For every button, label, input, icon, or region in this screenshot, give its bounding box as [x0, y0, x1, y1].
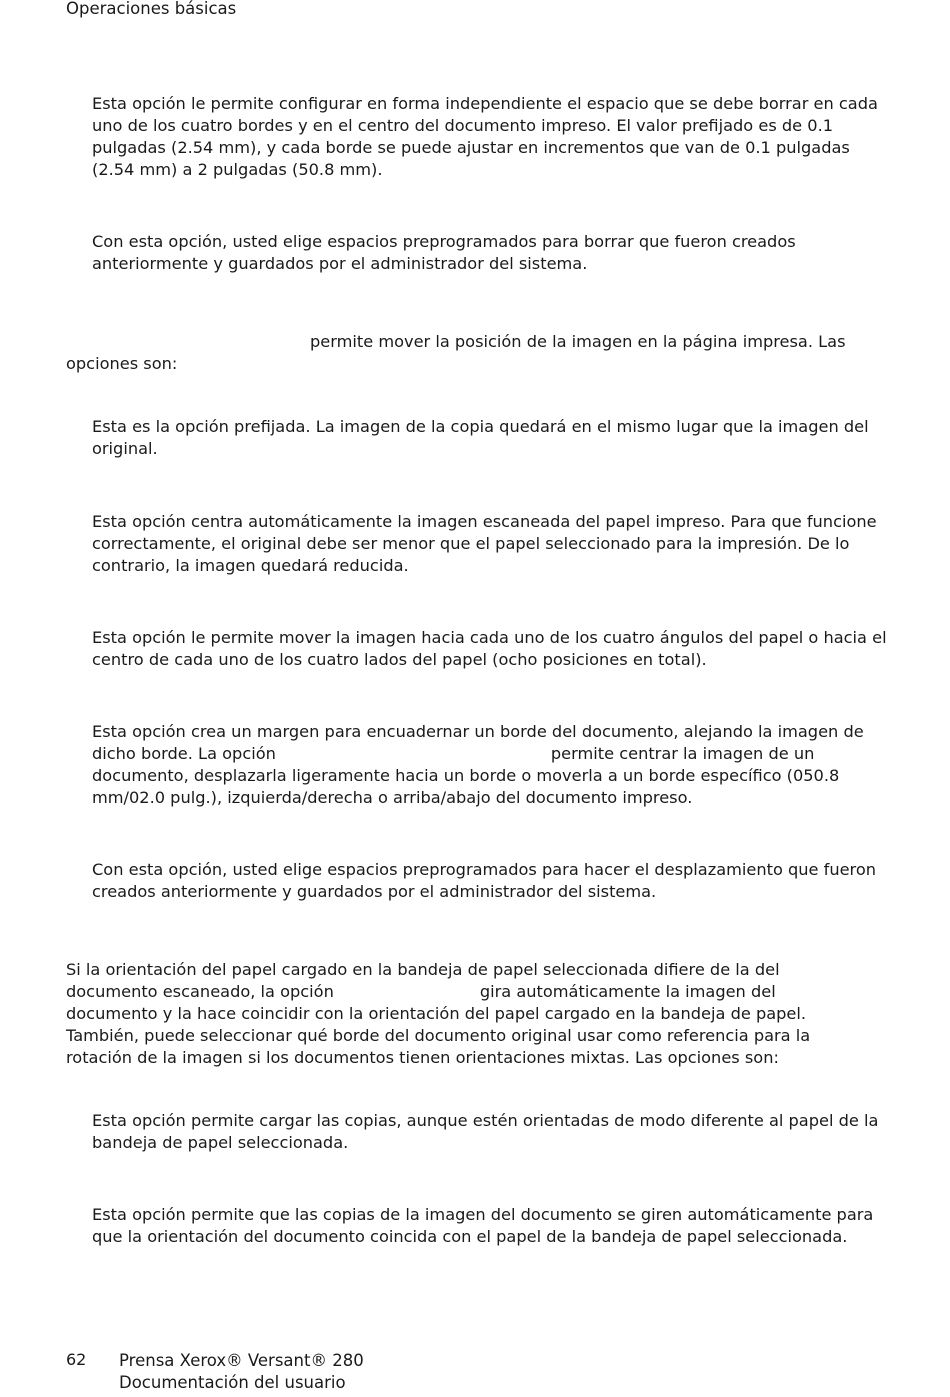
paragraph-no-shift: Esta es la opción prefijada. La imagen de la copia quedará en el mismo lugar que la imagen del original.: [92, 417, 869, 458]
image-rotation-text-b: gira automáticamente la imagen del documento y la hace coincidir con la orientación del papel cargado en la bandeja de papel. También, puede seleccionar qué borde del documento original usar como referencia para la rotación de la imagen si los documentos tienen orientaciones mixtas. Las opciones son:: [66, 982, 811, 1067]
paragraph-rotation-off: Esta opción permite cargar las copias, aunque estén orientadas de modo diferente al papel de la bandeja de papel seleccionada.: [92, 1111, 879, 1152]
margin-shift-text-b: permite centrar la imagen de un documento, desplazarla ligeramente hacia un borde o moverla a un borde específico (050.8 mm/02.0 pulg.), izquierda/derecha o arriba/abajo del documento impreso.: [92, 744, 840, 807]
paragraph-image-rotation-intro: [66, 959, 836, 1069]
image-rotation-text-a: Si la orientación del papel cargado en la bandeja de papel seleccionada difiere de la del documento escaneado, la opción: [66, 960, 780, 1001]
footer-doc-title: Documentación del usuario: [119, 1373, 346, 1392]
image-shift-intro-options: opciones son:: [66, 354, 178, 373]
footer-title: [119, 1350, 364, 1394]
paragraph-image-shift-intro: [66, 331, 896, 375]
margin-shift-text-a: Esta opción crea un margen para encuadernar un borde del documento, alejando la imagen de dicho borde. La opción: [92, 722, 864, 763]
image-shift-intro-text: permite mover la posición de la imagen en la página impresa. Las: [310, 332, 846, 351]
paragraph-rotation-auto: Esta opción permite que las copias de la imagen del documento se giren automáticamente para que la orientación del documento coincida con el papel de la bandeja de papel seleccionada.: [92, 1205, 874, 1246]
footer-product: Prensa Xerox® Versant® 280: [119, 1351, 364, 1370]
paragraph-margin-shift: [92, 721, 892, 809]
paragraph-erase-independent: Esta opción le permite configurar en forma independiente el espacio que se debe borrar en cada uno de los cuatro bordes y en el centro del documento impreso. El valor prefijado es de 0.1 pulgadas (2.54 mm), y cada borde se puede ajustar en incrementos que van de 0.1 pulgadas (2.54 mm) a 2 pulgadas (50.8 mm).: [92, 94, 878, 179]
paragraph-shift-presets: Con esta opción, usted elige espacios preprogramados para hacer el desplazamiento que fueron creados anteriormente y guardados por el administrador del sistema.: [92, 860, 877, 901]
paragraph-erase-presets: Con esta opción, usted elige espacios preprogramados para borrar que fueron creados anteriormente y guardados por el administrador del sistema.: [92, 232, 796, 273]
paragraph-auto-center: Esta opción centra automáticamente la imagen escaneada del papel impreso. Para que funcione correctamente, el original debe ser menor que el papel seleccionado para la impresión. De lo contrario, la imagen quedará reducida.: [92, 512, 877, 575]
page-number: 62: [66, 1350, 87, 1369]
paragraph-corner-shift: Esta opción le permite mover la imagen hacia cada uno de los cuatro ángulos del papel o hacia el centro de cada uno de los cuatro lados del papel (ocho posiciones en total).: [92, 628, 887, 669]
running-header: Operaciones básicas: [66, 0, 237, 18]
